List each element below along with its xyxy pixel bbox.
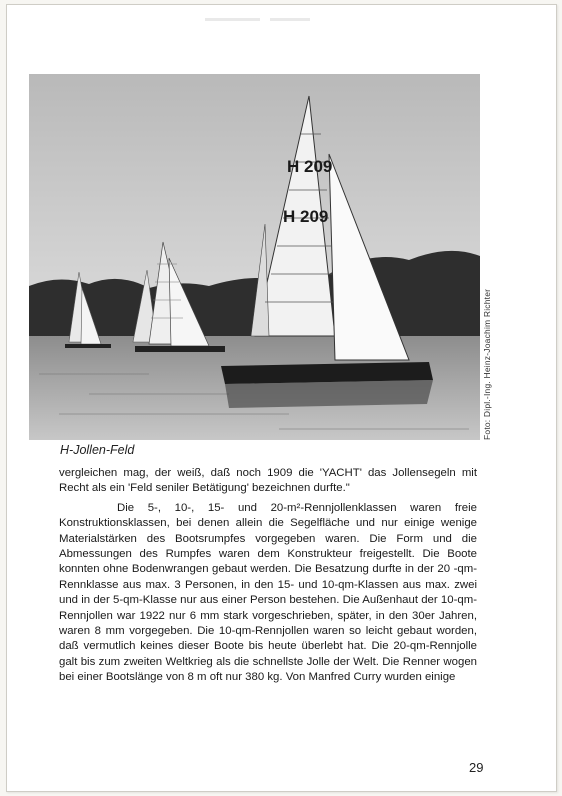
photo-caption: H-Jollen-Feld (60, 443, 135, 457)
page-number: 29 (469, 760, 484, 775)
paragraph-1: vergleichen mag, der weiß, daß noch 1909 die 'YACHT' das Jollensegeln mit Recht als ein 'Feld seniler Betätigung' bezeichnen durfte." (59, 467, 477, 495)
sail-number-lower: H 209 (283, 207, 329, 226)
sailing-photo (29, 74, 480, 440)
sail-number-upper: H 209 (287, 157, 333, 176)
paragraph-2: Die 5-, 10-, 15- und 20-m²-Rennjollenklassen waren freie Konstruktionsklassen, bei denen allein die Segelfläche und nur einige wenige Materialstärken des Bootsrumpfes vorgegeben waren. Die Form und die Abmessungen des Rumpfes waren dem Konstrukteur freigestellt. Die Boote konnten ohne Bodenwrangen gebaut werden. Die Besatzung durfte in der 20 -qm-Rennklasse aus max. 3 Personen, in den 15- und 10-qm-Klassen aus max. zwei und in der 5-qm-Klasse nur aus einer Person bestehen. Die Außenhaut der 10-qm-Rennjollen war 1922 nur 6 mm stark vorgeschrieben, später, in den 30er Jahren, waren 8 mm vorgegeben. Die 10-qm-Rennjollen waren so leicht gebaut worden, daß vermutlich keines dieser Boote bis heute überlebt hat. Die 20-qm-Rennjolle galt bis zum zweiten Weltkrieg als die schnellste Jolle der Welt. Die Renner wogen bei einer Bootslänge von 8 m oft nur 380 kg. Von Manfred Curry wurden einige (59, 501, 477, 684)
body-text (59, 466, 477, 690)
photo-credit: Foto: Dipl.-Ing. Heinz-Joachim Richter (482, 288, 492, 440)
bleed-through-text (195, 12, 355, 22)
